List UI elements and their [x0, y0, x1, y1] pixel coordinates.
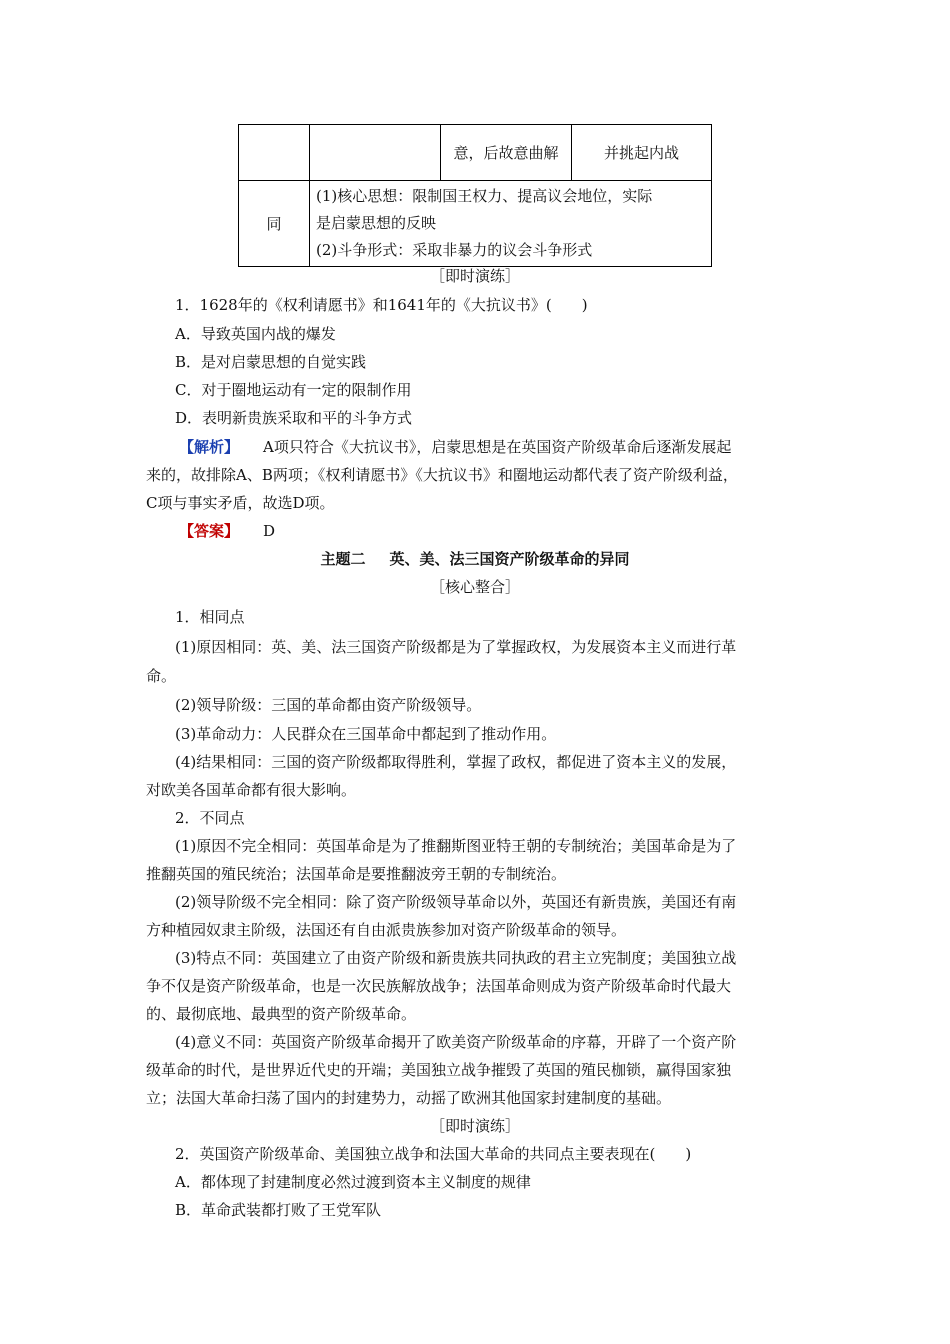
row-label: 同 [266, 214, 282, 233]
section-heading: ［即时演练］ [429, 267, 520, 285]
paragraph-line: (1)原因不完全相同：英国革命是为了推翻斯图亚特王朝的专制统治；美国革命是为了 [175, 837, 737, 855]
paragraph-line: 命。 [146, 667, 177, 685]
analysis-line [0, 433, 950, 461]
option: A．都体现了封建制度必然过渡到资本主义制度的规律 [175, 1173, 531, 1191]
section-heading: ［即时演练］ [429, 1117, 520, 1135]
analysis-tag: 【解析】 [179, 438, 240, 456]
subheading: 1．相同点 [175, 608, 245, 626]
option: C．对于圈地运动有一定的限制作用 [175, 381, 412, 399]
analysis-line: C项与事实矛盾，故选D项。 [146, 494, 335, 512]
cell-text: 并挑起内战 [603, 143, 679, 162]
paragraph-line: 对欧美各国革命都有很大影响。 [146, 781, 357, 799]
theme-title [0, 545, 950, 573]
option: D．表明新贵族采取和平的斗争方式 [175, 409, 413, 427]
cell-line: (2)斗争形式：采取非暴力的议会斗争形式 [316, 241, 593, 259]
table-cell [441, 125, 572, 181]
table-row [239, 125, 712, 181]
paragraph-line: (2)领导阶级：三国的革命都由资产阶级领导。 [175, 696, 482, 714]
answer-tag: 【答案】 [179, 522, 240, 540]
paragraph-line: (2)领导阶级不完全相同：除了资产阶级领导革命以外，英国还有新贵族，美国还有南 [175, 893, 737, 911]
analysis-line: 来的，故排除A、B两项；《权利请愿书》《大抗议书》和圈地运动都代表了资产阶级利益， [146, 466, 738, 484]
cell-line: 是启蒙思想的反映 [316, 214, 437, 232]
paragraph-line: (1)原因相同：英、美、法三国资产阶级都是为了掌握政权，为发展资本主义而进行革 [175, 638, 737, 656]
question: 1．1628年的《权利请愿书》和1641年的《大抗议书》( ) [175, 296, 588, 314]
table-cell [239, 125, 310, 181]
table-cell [310, 181, 712, 267]
paragraph-line: (4)意义不同：英国资产阶级革命揭开了欧美资产阶级革命的序幕，开辟了一个资产阶 [175, 1033, 737, 1051]
theme-title-b: 英、美、法三国资产阶级革命的异同 [389, 550, 630, 568]
paragraph-line: 立；法国大革命扫荡了国内的封建势力，动摇了欧洲其他国家封建制度的基础。 [146, 1089, 672, 1107]
cell-line: (1)核心思想：限制国王权力、提高议会地位，实际 [316, 187, 653, 205]
answer-text: D [263, 522, 276, 540]
paragraph-line: 争不仅是资产阶级革命，也是一次民族解放战争；法国革命则成为资产阶级革命时代最大 [146, 977, 732, 995]
paragraph-line: (3)革命动力：人民群众在三国革命中都起到了推动作用。 [175, 725, 557, 743]
table-row [239, 181, 712, 267]
cell-text: 意，后故意曲解 [453, 143, 559, 162]
paragraph-line: 的、最彻底地、最典型的资产阶级革命。 [146, 1005, 417, 1023]
table-cell [239, 181, 310, 267]
option: A．导致英国内战的爆发 [175, 325, 336, 343]
paragraph-line: (4)结果相同：三国的资产阶级都取得胜利，掌握了政权，都促进了资本主义的发展， [175, 753, 737, 771]
analysis-text: A项只符合《大抗议书》，启蒙思想是在英国资产阶级革命后逐渐发展起 [263, 438, 732, 456]
option: B．革命武装都打败了王党军队 [175, 1201, 382, 1219]
question: 2．英国资产阶级革命、美国独立战争和法国大革命的共同点主要表现在( ) [175, 1145, 692, 1163]
option: B．是对启蒙思想的自觉实践 [175, 353, 367, 371]
subheading: 2．不同点 [175, 809, 245, 827]
table-cell [310, 125, 441, 181]
comparison-table [238, 124, 712, 267]
paragraph-line: 级革命的时代，是世界近代史的开端；美国独立战争摧毁了英国的殖民枷锁，赢得国家独 [146, 1061, 732, 1079]
paragraph-line: 方种植园奴隶主阶级，法国还有自由派贵族参加对资产阶级革命的领导。 [146, 921, 627, 939]
paragraph-line: 推翻英国的殖民统治；法国革命是要推翻波旁王朝的专制统治。 [146, 865, 567, 883]
theme-title-a: 主题二 [320, 550, 366, 568]
section-heading: ［核心整合］ [429, 578, 520, 596]
table-cell [572, 125, 712, 181]
answer-line [0, 517, 950, 545]
paragraph-line: (3)特点不同：英国建立了由资产阶级和新贵族共同执政的君主立宪制度；美国独立战 [175, 949, 737, 967]
